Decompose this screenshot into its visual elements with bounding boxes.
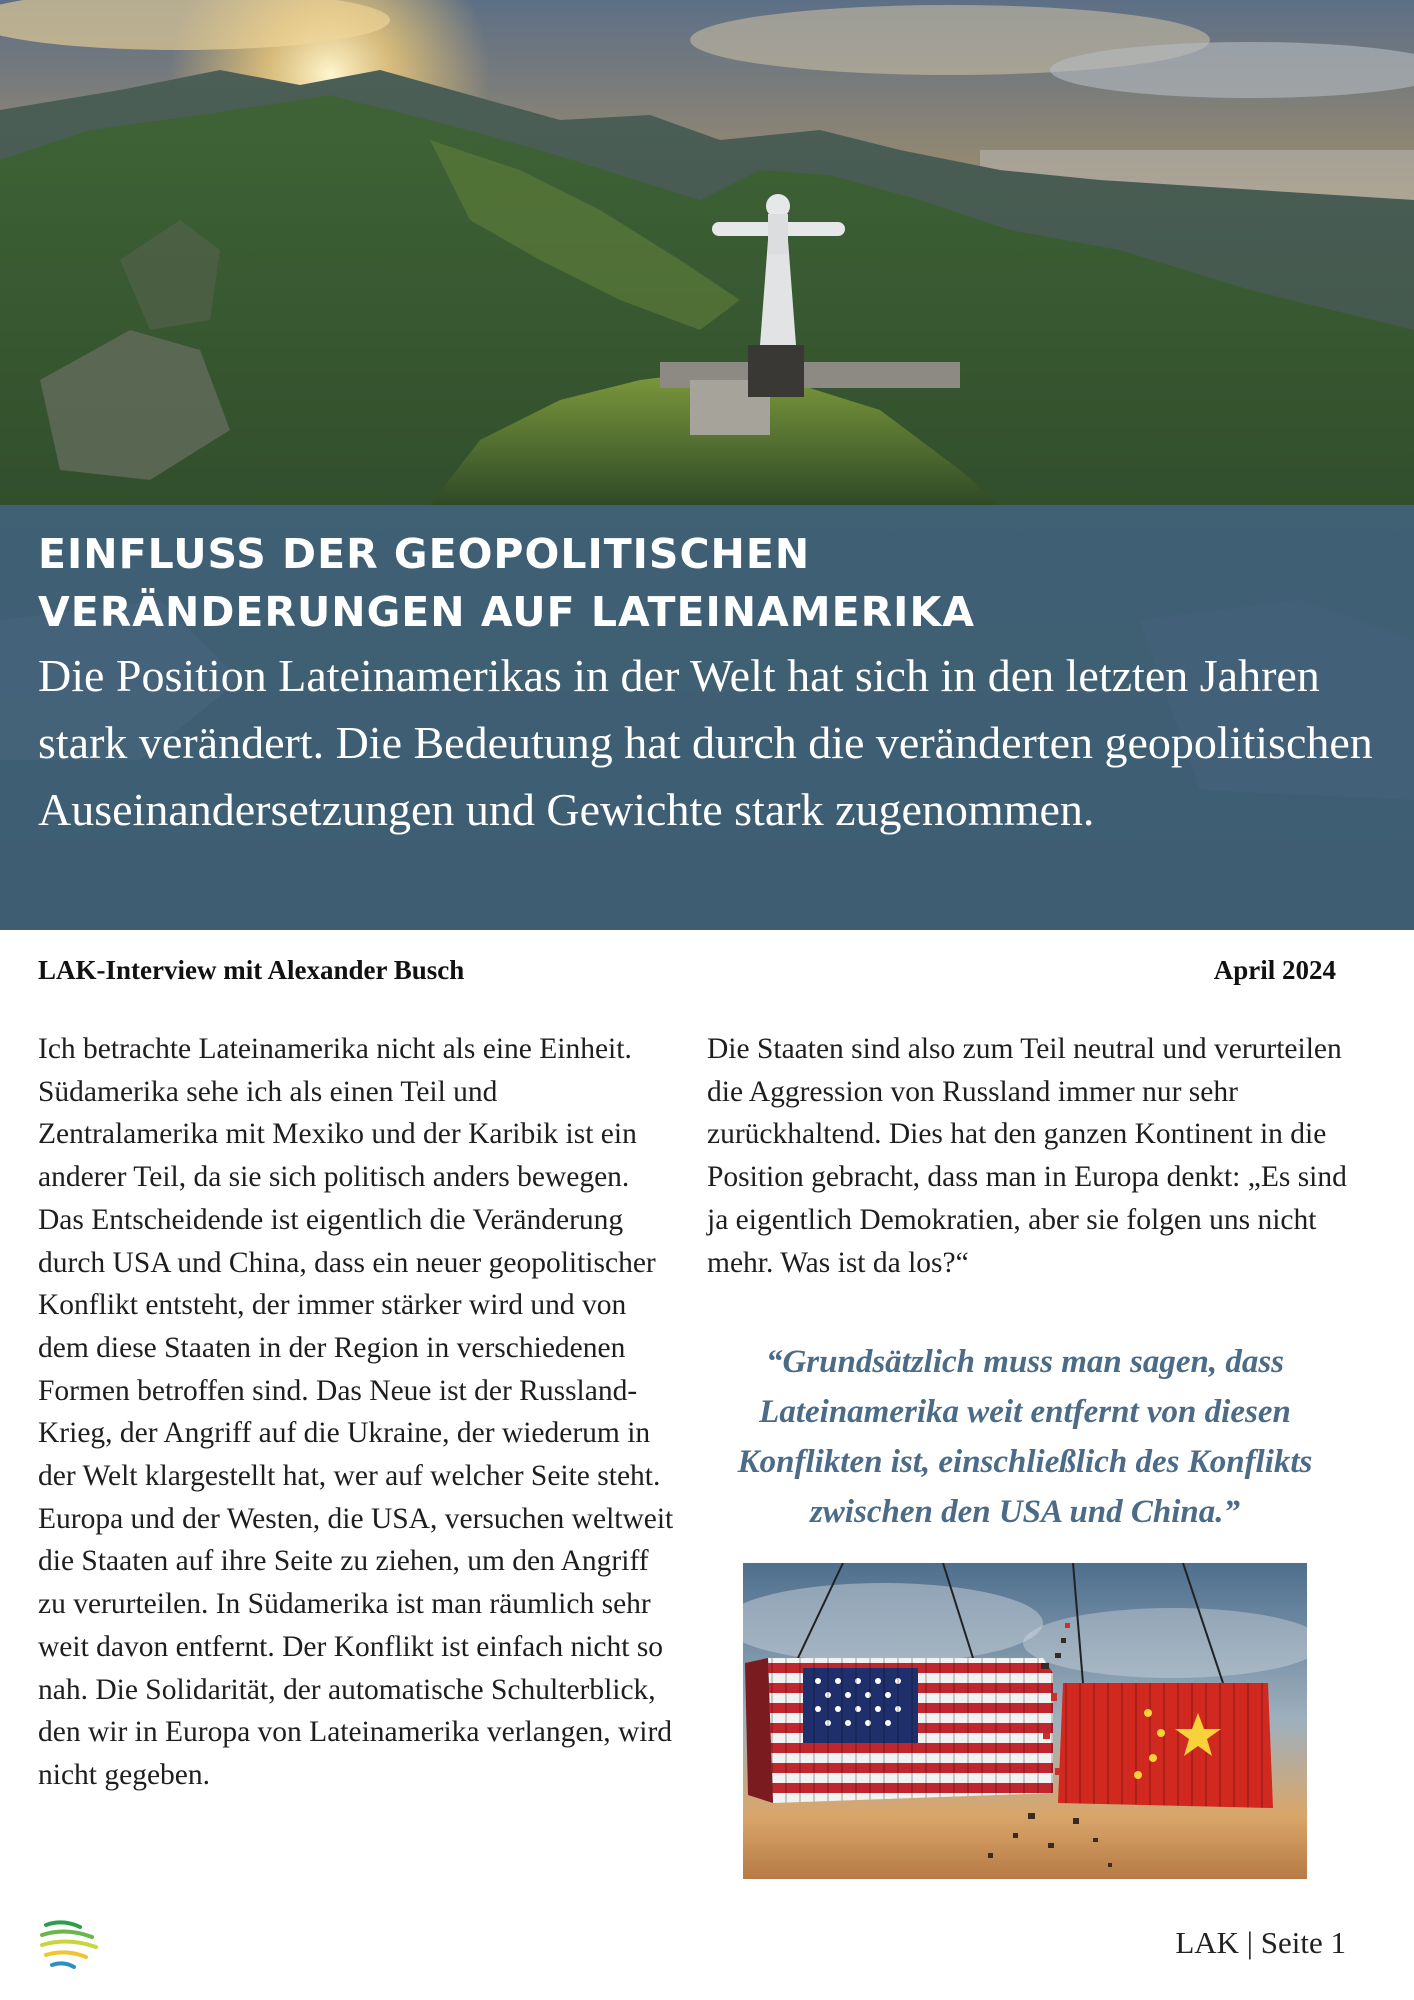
interview-label: LAK-Interview mit Alexander Busch: [38, 955, 465, 985]
article-lead: Die Position Lateinamerikas in der Welt hat sich in den letzten Jahren stark verändert. Die Bedeutung hat durch die veränderten geopolitischen Auseinandersetzungen und Gewichte stark zugenommen.: [38, 650, 1373, 835]
lak-logo-icon: [38, 1915, 100, 1971]
body-text-left-column: Ich betrachte Lateinamerika nicht als eine Einheit. Südamerika sehe ich als einen Teil und Zentralamerika mit Mexiko und der Karibik ist ein anderer Teil, da sie sich politisch anders bewegen. Das Entscheidende ist eigentlich die Veränderung durch USA und China, dass ein neuer geopolitischer Konflikt entsteht, der immer stärker wird und von dem diese Staaten in der Region in verschiedenen Formen betroffen sind. Das Neue ist der Russland-Krieg, der Angriff auf die Ukraine, der wiederum in der Welt klargestellt hat, wer auf welcher Seite steht. Europa und der Westen, die USA, versuchen weltweit die Staaten auf ihre Seite zu ziehen, um den Angriff zu verurteilen. In Südamerika ist man räumlich sehr weit davon entfernt. Der Konflikt ist einfach nicht so nah. Die Solidarität, der automatische Schulterblick, den wir in Europa von Lateinamerika verlangen, wird nicht gegeben.: [38, 1033, 674, 1791]
pull-quote: “Grundsätzlich muss man sagen, dass Lateinamerika weit entfernt von diesen Konflikten ist, einschließlich des Konflikts zwischen den USA und China.”: [737, 1344, 1313, 1530]
page-footer-label: LAK | Seite 1: [1175, 1925, 1346, 1960]
body-text-right-column: Die Staaten sind also zum Teil neutral und verurteilen die Aggression von Russland immer nur sehr zurückhaltend. Dies hat den ganzen Kontinent in die Position gebracht, dass man in Europa denkt: „Es sind ja eigentlich Demokratien, aber sie folgen uns nicht mehr. Was ist da los?“: [707, 1033, 1347, 1279]
headline-line-1: EINFLUSS DER GEOPOLITISCHEN: [38, 530, 811, 578]
article-headline: [38, 525, 1378, 641]
publication-date: April 2024: [1213, 955, 1336, 985]
trade-conflict-image: [743, 1563, 1307, 1879]
headline-line-2: VERÄNDERUNGEN AUF LATEINAMERIKA: [38, 588, 975, 636]
